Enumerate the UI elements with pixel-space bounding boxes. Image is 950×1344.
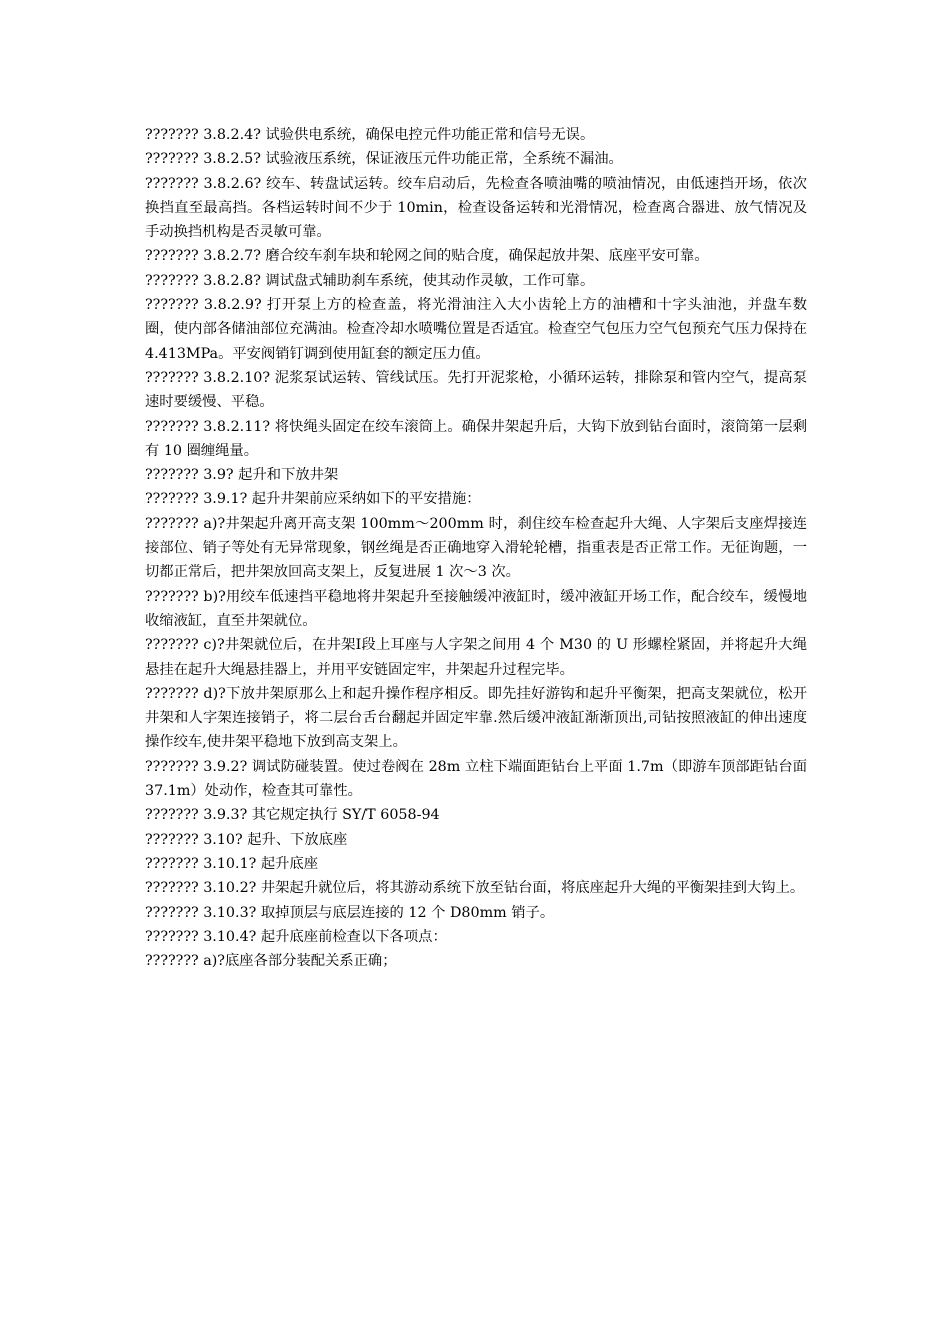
paragraph-3-10-3: ??????? 3.10.3? 取掉顶层与底层连接的 12 个 D80mm 销子。 [145,904,555,921]
list-item-d: ??????? d)?下放井架原那么上和起升操作程序相反。即先挂好游钩和起升平衡架，把高支架就位，松开井架和人字架连接销子，将二层台舌台翻起并固定牢靠.然后缓冲液缸渐渐顶出,司钻按照液缸的伸出速度操作绞车,使井架平稳地下放到高支架上。 [145,685,807,751]
document-body [145,123,807,973]
paragraph-3-8-2-4: ??????? 3.8.2.4? 试验供电系统，确保电控元件功能正常和信号无误。 [145,127,595,143]
paragraph-3-10-2: ??????? 3.10.2? 井架起升就位后，将其游动系统下放至钻台面，将底座起升大绳的平衡架挂到大钩上。 [145,880,805,897]
paragraph-3-8-2-7: ??????? 3.8.2.7? 磨合绞车刹车块和轮网之间的贴合度，确保起放井架、底座平安可靠。 [145,248,709,265]
section-heading-3-10: ??????? 3.10? 起升、下放底座 [145,831,348,848]
paragraph-3-8-2-10: ??????? 3.8.2.10? 泥浆泵试运转、管线试压。先打开泥浆枪，小循环运转，排除泵和管内空气，提高泵速时要缓慢、平稳。 [145,369,807,411]
paragraph-3-9-1: ??????? 3.9.1? 起升井架前应采纳如下的平安措施： [145,491,481,508]
paragraph-3-10-1: ??????? 3.10.1? 起升底座 [145,855,319,872]
paragraph-3-9-3: ??????? 3.9.3? 其它规定执行 SY/T 6058-94 [145,807,440,824]
paragraph-3-9-2: ??????? 3.9.2? 调试防碰装置。使过卷阀在 28m 立柱下端面距钻台上平面 1.7m（即游车顶部距钻台面 37.1m）处动作，检查其可靠性。 [145,758,807,800]
paragraph-3-8-2-6: ??????? 3.8.2.6? 绞车、转盘试运转。绞车启动后，先检查各喷油嘴的喷油情况，由低速挡开场，依次换挡直至最高挡。各档运转时间不少于 10min，检查设备运转和光滑情况，检查离合器进、放气情况及手动换挡机构是否灵敏可靠。 [145,175,807,241]
paragraph-3-8-2-9: ??????? 3.8.2.9? 打开泵上方的检查盖，将光滑油注入大小齿轮上方的油槽和十字头油池，并盘车数圈，使内部各储油部位充满油。检查冷却水喷嘴位置是否适宜。检查空气包压力空气包预充气压力保持在 4.413MPa。平安阀销钉调到使用缸套的额定压力值。 [145,297,807,362]
list-item-b: ??????? b)?用绞车低速挡平稳地将井架起升至接触缓冲液缸时，缓冲液缸开场工作，配合绞车，缓慢地收缩液缸，直至井架就位。 [145,588,807,629]
list-item-a: ??????? a)?井架起升离开高支架 100mm～200mm 时，刹住绞车检查起升大绳、人字架后支座焊接连接部位、销子等处有无异常现象，钢丝绳是否正确地穿入滑轮轮槽，指重表是否正常工作。无征询题，一切都正常后，把井架放回高支架上，反复进展 1 次～3 次。 [145,515,807,581]
paragraph-3-8-2-5: ??????? 3.8.2.5? 试验液压系统，保证液压元件功能正常，全系统不漏油。 [145,151,623,168]
section-heading-3-9: ??????? 3.9? 起升和下放井架 [145,467,339,484]
paragraph-3-8-2-8: ??????? 3.8.2.8? 调试盘式辅助刹车系统，使其动作灵敏，工作可靠。 [145,272,595,289]
list-item-a-base: ??????? a)?底座各部分装配关系正确； [145,953,397,970]
list-item-c: ??????? c)?井架就位后，在井架Ⅰ段上耳座与人字架之间用 4 个 M30 的 U 形螺栓紧固，并将起升大绳悬挂在起升大绳悬挂器上，并用平安链固定牢，井架起升过程完毕。 [145,637,807,678]
paragraph-3-10-4: ??????? 3.10.4? 起升底座前检查以下各项点： [145,928,447,945]
paragraph-3-8-2-11: ??????? 3.8.2.11? 将快绳头固定在绞车滚筒上。确保井架起升后，大钩下放到钻台面时，滚筒第一层剩有 10 圈缠绳量。 [145,418,807,459]
